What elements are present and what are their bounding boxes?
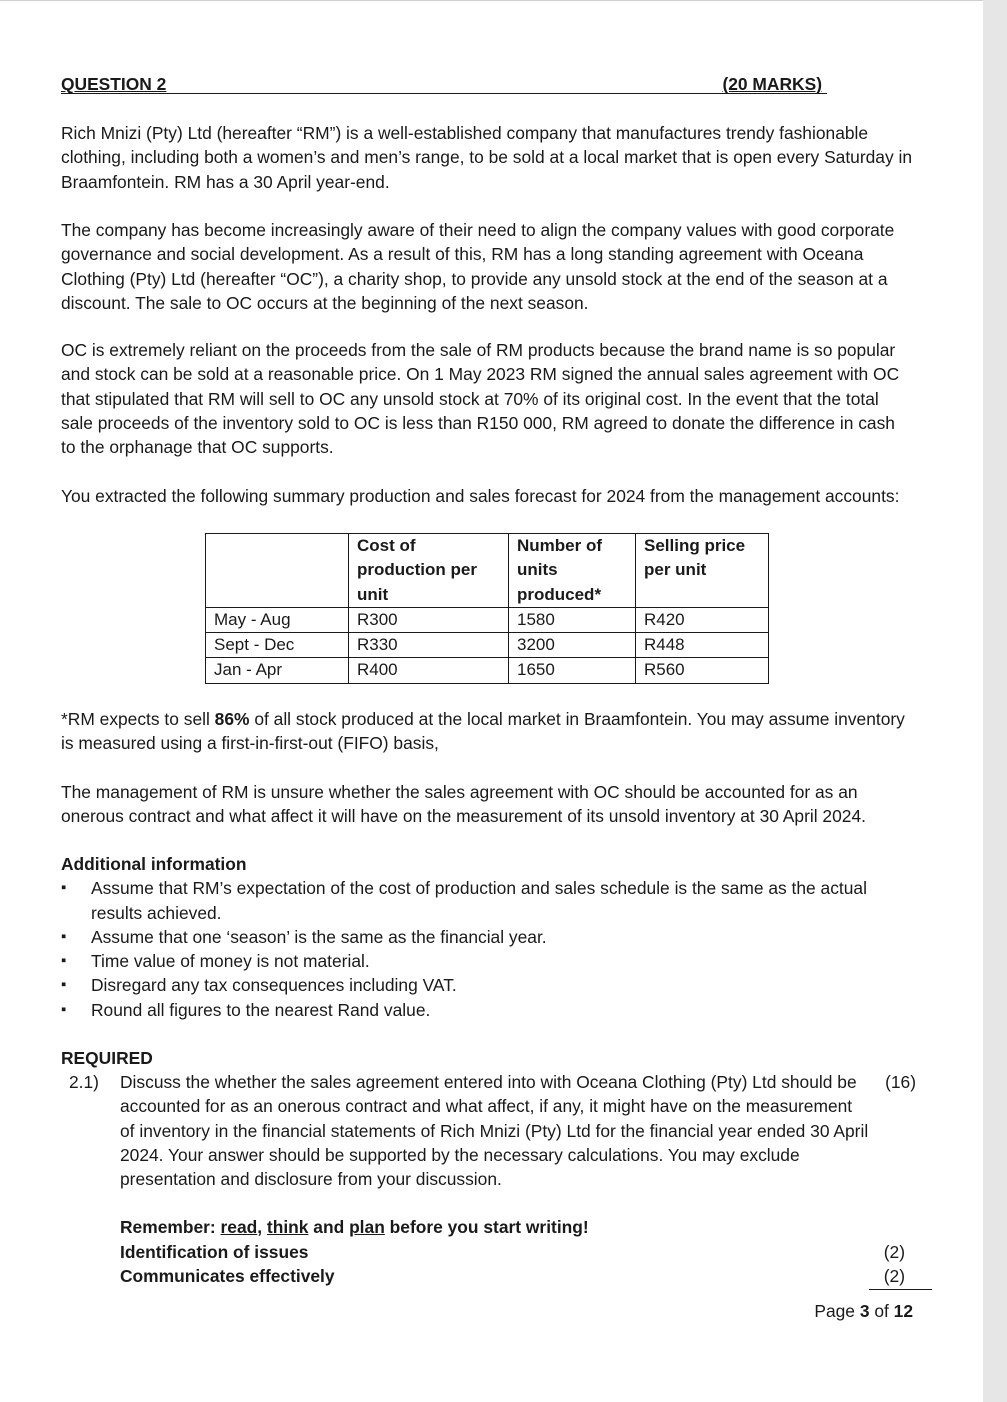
forecast-intro: You extracted the following summary production and sales forecast for 2024 from the management accounts:	[61, 486, 900, 506]
required-heading: REQUIRED	[61, 1048, 153, 1068]
total-rule	[869, 1289, 932, 1290]
agreement-paragraph: OC is extremely reliant on the proceeds from the sale of RM products because the brand name is so popular and stock can be sold at a reasonable price. On 1 May 2023 RM signed the annual sales agreement with OC that stipulated that RM will sell to OC any unsold stock at 70% of its original cost. In the event that the total sale proceeds of the inventory sold to OC is less than R150 000, RM agreed to donate the difference in cash to the orphanage that OC supports.	[61, 340, 900, 458]
table-cell: Sept - Dec	[206, 633, 349, 658]
reminder-suffix: before you start writing!	[384, 1217, 589, 1237]
table-cell: 1650	[509, 658, 636, 683]
table-row	[206, 658, 769, 683]
criteria-label: Communicates effectively	[120, 1266, 335, 1286]
required-number: 2.1)	[69, 1072, 99, 1092]
top-border	[0, 0, 983, 1]
table-header-cell	[206, 534, 349, 608]
table-header-row	[206, 534, 769, 608]
management-paragraph: The management of RM is unsure whether the sales agreement with OC should be accounted for as an onerous contract and what affect it will have on the measurement of its unsold inventory at 30 April 2024.	[61, 782, 866, 827]
table-cell: 1580	[509, 607, 636, 632]
additional-heading: Additional information	[61, 854, 247, 874]
page-current: 3	[859, 1301, 870, 1321]
reminder-read: read	[220, 1217, 258, 1237]
reminder-prefix: Remember:	[120, 1217, 221, 1237]
list-item: ▪ Assume that RM’s expectation of the cost of production and sales schedule is the same as the actual results achieved.	[61, 876, 913, 925]
table-header-cell: Selling price per unit	[636, 534, 769, 608]
reminder-mid: and	[308, 1217, 350, 1237]
question-title: QUESTION 2	[61, 74, 167, 94]
list-item: ▪ Disregard any tax consequences including VAT.	[61, 973, 913, 997]
footnote-text-cont: of all stock produced at the local market in Braamfontein. You may assume inventory is measured using a first-in-first-out (FIFO) basis,	[61, 709, 905, 754]
required-text: Discuss the whether the sales agreement entered into with Oceana Clothing (Pty) Ltd should be accounted for as an onerous contract and what affect, if any, it might have on the measurement of inventory in the financial statements of Rich Mnizi (Pty) Ltd for the financial year ended 30 April 2024. Your answer should be supported by the necessary calculations. You may exclude presentation and disclosure from your discussion.	[120, 1072, 869, 1190]
list-item: ▪ Round all figures to the nearest Rand value.	[61, 998, 913, 1022]
intro-paragraph: Rich Mnizi (Pty) Ltd (hereafter “RM”) is a well-established company that manufactures trendy fashionable clothing, including both a women’s and men’s range, to be sold at a local market that is open every Saturday in Braamfontein. RM has a 30 April year-end.	[61, 123, 913, 192]
reminder	[120, 1215, 913, 1239]
reminder-plan: plan	[349, 1217, 385, 1237]
table-cell: R448	[636, 633, 769, 658]
list-item: ▪ Assume that one ‘season’ is the same as the financial year.	[61, 925, 913, 949]
criteria-marks: (2)	[883, 1266, 905, 1286]
page-of: of	[869, 1301, 894, 1321]
criteria-row	[120, 1240, 913, 1264]
forecast-table	[205, 533, 769, 684]
table-header-cell: Cost of production per unit	[349, 534, 509, 608]
criteria-label: Identification of issues	[120, 1242, 309, 1262]
footnote-text: *RM expects to sell	[61, 709, 215, 729]
table-cell: R420	[636, 607, 769, 632]
table-cell: 3200	[509, 633, 636, 658]
required-marks: (16)	[885, 1072, 916, 1092]
table-cell: R400	[349, 658, 509, 683]
reminder-think: think	[266, 1217, 309, 1237]
table-cell: May - Aug	[206, 607, 349, 632]
table-row	[206, 633, 769, 658]
question-marks: (20 MARKS)	[722, 74, 822, 94]
table-header-cell: Number of units produced*	[509, 534, 636, 608]
criteria-marks: (2)	[883, 1242, 905, 1262]
table-cell: R300	[349, 607, 509, 632]
criteria-row	[120, 1264, 913, 1288]
reminder-sep: ,	[257, 1217, 267, 1237]
table-cell: Jan - Apr	[206, 658, 349, 683]
list-item: ▪ Time value of money is not material.	[61, 949, 913, 973]
page-total: 12	[893, 1301, 913, 1321]
scrollbar[interactable]	[983, 0, 1007, 1402]
page-number	[814, 1299, 913, 1323]
page-prefix: Page	[814, 1301, 860, 1321]
table-cell: R330	[349, 633, 509, 658]
document-page	[61, 70, 916, 1321]
table-row	[206, 607, 769, 632]
footnote	[61, 707, 913, 756]
additional-info	[61, 852, 913, 1022]
governance-paragraph: The company has become increasingly aware of their need to align the company values with good corporate governance and social development. As a result of this, RM has a long standing agreement with Oceana Clothing (Pty) Ltd (hereafter “OC”), a charity shop, to provide any unsold stock at the end of the season at a discount. The sale to OC occurs at the beginning of the next season.	[61, 220, 895, 313]
table-cell: R560	[636, 658, 769, 683]
footnote-percent: 86%	[214, 709, 250, 729]
question-header	[61, 70, 827, 94]
additional-list	[61, 876, 913, 1022]
